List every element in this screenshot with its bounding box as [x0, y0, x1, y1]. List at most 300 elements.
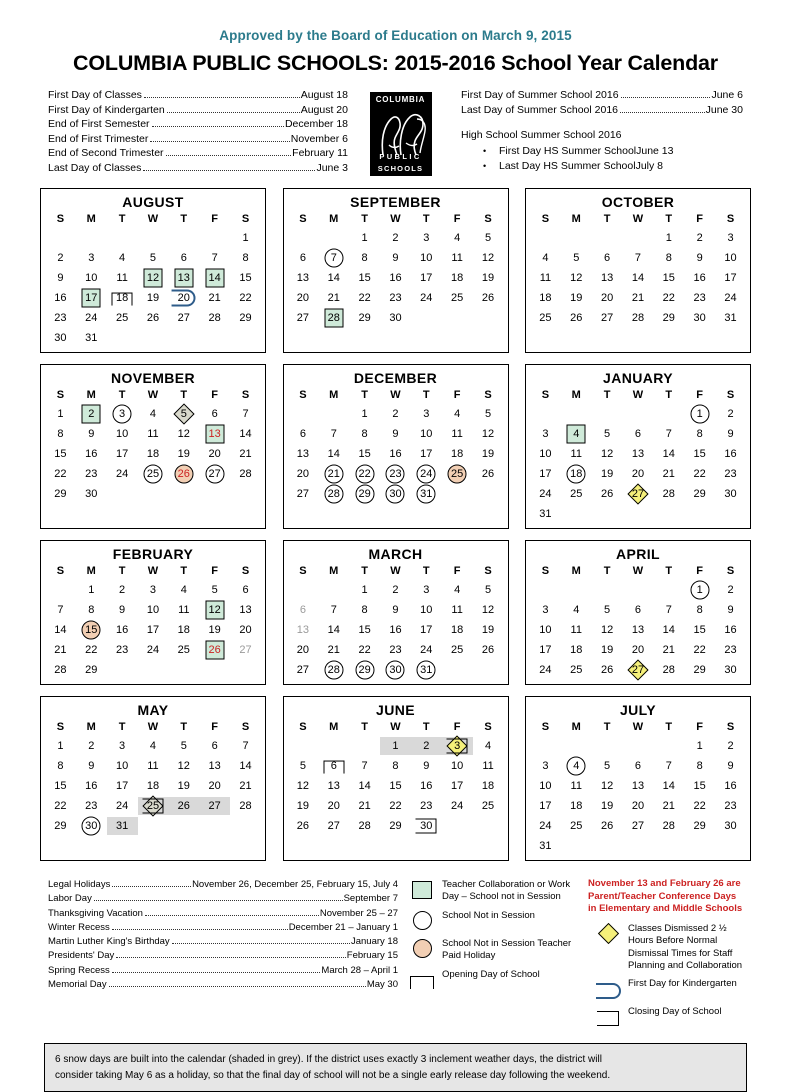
- day-cell-inner[interactable]: [380, 308, 411, 328]
- day-cell-inner[interactable]: [107, 248, 138, 268]
- day-cell-inner[interactable]: [684, 736, 715, 756]
- day-cell-inner[interactable]: [230, 248, 261, 268]
- day-cell-inner[interactable]: [442, 404, 473, 424]
- day-cell-inner[interactable]: [684, 288, 715, 308]
- day-cell-inner[interactable]: [107, 580, 138, 600]
- day-cell-inner[interactable]: [380, 620, 411, 640]
- day-cell-inner[interactable]: [76, 444, 107, 464]
- day-cell-inner[interactable]: [318, 484, 349, 504]
- day-cell-inner[interactable]: [530, 600, 561, 620]
- day-cell-inner[interactable]: [411, 248, 442, 268]
- day-cell-inner[interactable]: [76, 756, 107, 776]
- day-cell-inner[interactable]: [138, 444, 169, 464]
- day-cell-inner[interactable]: [561, 756, 592, 776]
- day-cell-inner[interactable]: [318, 248, 349, 268]
- day-cell-inner[interactable]: [684, 308, 715, 328]
- day-cell-inner[interactable]: [473, 580, 504, 600]
- day-cell-inner[interactable]: [530, 288, 561, 308]
- day-cell-inner[interactable]: [715, 404, 746, 424]
- day-cell-inner[interactable]: [349, 580, 380, 600]
- day-cell-inner[interactable]: [288, 248, 319, 268]
- day-cell-inner[interactable]: [684, 404, 715, 424]
- day-cell-inner[interactable]: [199, 796, 230, 816]
- day-cell-inner[interactable]: [45, 424, 76, 444]
- day-cell-inner[interactable]: [530, 444, 561, 464]
- day-cell-inner[interactable]: [45, 328, 76, 348]
- day-cell-inner[interactable]: [349, 756, 380, 776]
- day-cell-inner[interactable]: [473, 776, 504, 796]
- day-cell-inner[interactable]: [653, 776, 684, 796]
- day-cell-inner[interactable]: [168, 620, 199, 640]
- day-cell-inner[interactable]: [653, 248, 684, 268]
- day-cell-inner[interactable]: [230, 268, 261, 288]
- day-cell-inner[interactable]: [76, 796, 107, 816]
- day-cell-inner[interactable]: [76, 660, 107, 680]
- day-cell-inner[interactable]: [592, 796, 623, 816]
- day-cell-inner[interactable]: [349, 776, 380, 796]
- day-cell-inner[interactable]: [653, 620, 684, 640]
- day-cell-inner[interactable]: [168, 444, 199, 464]
- day-cell-inner[interactable]: [107, 464, 138, 484]
- day-cell-inner[interactable]: [623, 816, 654, 836]
- day-cell-inner[interactable]: [168, 308, 199, 328]
- day-cell-inner[interactable]: [530, 424, 561, 444]
- day-cell-inner[interactable]: [561, 308, 592, 328]
- day-cell-inner[interactable]: [684, 660, 715, 680]
- day-cell-inner[interactable]: [45, 796, 76, 816]
- day-cell-inner[interactable]: [318, 640, 349, 660]
- day-cell-inner[interactable]: [530, 660, 561, 680]
- day-cell-inner[interactable]: [138, 796, 169, 816]
- day-cell-inner[interactable]: [380, 816, 411, 836]
- day-cell-inner[interactable]: [411, 776, 442, 796]
- day-cell-inner[interactable]: [715, 268, 746, 288]
- day-cell-inner[interactable]: [530, 248, 561, 268]
- day-cell-inner[interactable]: [473, 444, 504, 464]
- day-cell-inner[interactable]: [561, 268, 592, 288]
- day-cell-inner[interactable]: [318, 600, 349, 620]
- day-cell-inner[interactable]: [168, 796, 199, 816]
- day-cell-inner[interactable]: [380, 444, 411, 464]
- day-cell-inner[interactable]: [76, 776, 107, 796]
- day-cell-inner[interactable]: [230, 736, 261, 756]
- day-cell-inner[interactable]: [76, 424, 107, 444]
- day-cell-inner[interactable]: [653, 756, 684, 776]
- day-cell-inner[interactable]: [380, 580, 411, 600]
- day-cell-inner[interactable]: [380, 776, 411, 796]
- day-cell-inner[interactable]: [623, 640, 654, 660]
- day-cell-inner[interactable]: [138, 308, 169, 328]
- day-cell-inner[interactable]: [684, 620, 715, 640]
- day-cell-inner[interactable]: [442, 424, 473, 444]
- day-cell-inner[interactable]: [107, 620, 138, 640]
- day-cell-inner[interactable]: [561, 444, 592, 464]
- day-cell-inner[interactable]: [138, 288, 169, 308]
- day-cell-inner[interactable]: [623, 464, 654, 484]
- day-cell-inner[interactable]: [623, 600, 654, 620]
- day-cell-inner[interactable]: [380, 288, 411, 308]
- day-cell-inner[interactable]: [45, 484, 76, 504]
- day-cell-inner[interactable]: [199, 404, 230, 424]
- day-cell-inner[interactable]: [199, 600, 230, 620]
- day-cell-inner[interactable]: [318, 796, 349, 816]
- day-cell-inner[interactable]: [349, 288, 380, 308]
- day-cell-inner[interactable]: [623, 796, 654, 816]
- day-cell-inner[interactable]: [411, 756, 442, 776]
- day-cell-inner[interactable]: [288, 268, 319, 288]
- day-cell-inner[interactable]: [138, 268, 169, 288]
- day-cell-inner[interactable]: [230, 308, 261, 328]
- day-cell-inner[interactable]: [561, 424, 592, 444]
- day-cell-inner[interactable]: [411, 288, 442, 308]
- day-cell-inner[interactable]: [45, 640, 76, 660]
- day-cell-inner[interactable]: [45, 444, 76, 464]
- day-cell-inner[interactable]: [380, 660, 411, 680]
- day-cell-inner[interactable]: [411, 796, 442, 816]
- day-cell-inner[interactable]: [561, 484, 592, 504]
- day-cell-inner[interactable]: [230, 640, 261, 660]
- day-cell-inner[interactable]: [230, 776, 261, 796]
- day-cell-inner[interactable]: [592, 424, 623, 444]
- day-cell-inner[interactable]: [288, 484, 319, 504]
- day-cell-inner[interactable]: [168, 268, 199, 288]
- day-cell-inner[interactable]: [592, 248, 623, 268]
- day-cell-inner[interactable]: [442, 228, 473, 248]
- day-cell-inner[interactable]: [288, 756, 319, 776]
- day-cell-inner[interactable]: [592, 640, 623, 660]
- day-cell-inner[interactable]: [76, 620, 107, 640]
- day-cell-inner[interactable]: [107, 756, 138, 776]
- day-cell-inner[interactable]: [715, 308, 746, 328]
- day-cell-inner[interactable]: [653, 640, 684, 660]
- day-cell-inner[interactable]: [318, 424, 349, 444]
- day-cell-inner[interactable]: [653, 228, 684, 248]
- day-cell-inner[interactable]: [168, 640, 199, 660]
- day-cell-inner[interactable]: [715, 776, 746, 796]
- day-cell-inner[interactable]: [530, 640, 561, 660]
- day-cell-inner[interactable]: [45, 756, 76, 776]
- day-cell-inner[interactable]: [653, 796, 684, 816]
- day-cell-inner[interactable]: [715, 484, 746, 504]
- day-cell-inner[interactable]: [318, 444, 349, 464]
- day-cell-inner[interactable]: [138, 580, 169, 600]
- day-cell-inner[interactable]: [349, 640, 380, 660]
- day-cell-inner[interactable]: [168, 424, 199, 444]
- day-cell-inner[interactable]: [380, 464, 411, 484]
- day-cell-inner[interactable]: [138, 756, 169, 776]
- day-cell-inner[interactable]: [684, 424, 715, 444]
- day-cell-inner[interactable]: [349, 308, 380, 328]
- day-cell-inner[interactable]: [349, 816, 380, 836]
- day-cell-inner[interactable]: [168, 756, 199, 776]
- day-cell-inner[interactable]: [199, 580, 230, 600]
- day-cell-inner[interactable]: [107, 600, 138, 620]
- day-cell-inner[interactable]: [442, 756, 473, 776]
- day-cell-inner[interactable]: [76, 484, 107, 504]
- day-cell-inner[interactable]: [442, 464, 473, 484]
- day-cell-inner[interactable]: [288, 424, 319, 444]
- day-cell-inner[interactable]: [411, 600, 442, 620]
- day-cell-inner[interactable]: [592, 444, 623, 464]
- day-cell-inner[interactable]: [530, 756, 561, 776]
- day-cell-inner[interactable]: [168, 404, 199, 424]
- day-cell-inner[interactable]: [288, 816, 319, 836]
- day-cell-inner[interactable]: [199, 776, 230, 796]
- day-cell-inner[interactable]: [715, 424, 746, 444]
- day-cell-inner[interactable]: [530, 464, 561, 484]
- day-cell-inner[interactable]: [411, 580, 442, 600]
- day-cell-inner[interactable]: [168, 248, 199, 268]
- day-cell-inner[interactable]: [107, 640, 138, 660]
- day-cell-inner[interactable]: [715, 600, 746, 620]
- day-cell-inner[interactable]: [592, 776, 623, 796]
- day-cell-inner[interactable]: [684, 816, 715, 836]
- day-cell-inner[interactable]: [380, 600, 411, 620]
- day-cell-inner[interactable]: [318, 816, 349, 836]
- day-cell-inner[interactable]: [45, 776, 76, 796]
- day-cell-inner[interactable]: [473, 796, 504, 816]
- day-cell-inner[interactable]: [380, 268, 411, 288]
- day-cell-inner[interactable]: [684, 600, 715, 620]
- day-cell-inner[interactable]: [349, 444, 380, 464]
- day-cell-inner[interactable]: [473, 736, 504, 756]
- day-cell-inner[interactable]: [653, 484, 684, 504]
- day-cell-inner[interactable]: [561, 600, 592, 620]
- day-cell-inner[interactable]: [715, 248, 746, 268]
- day-cell-inner[interactable]: [199, 308, 230, 328]
- day-cell-inner[interactable]: [380, 228, 411, 248]
- day-cell-inner[interactable]: [349, 248, 380, 268]
- day-cell-inner[interactable]: [318, 308, 349, 328]
- day-cell-inner[interactable]: [623, 776, 654, 796]
- day-cell-inner[interactable]: [380, 424, 411, 444]
- day-cell-inner[interactable]: [684, 268, 715, 288]
- day-cell-inner[interactable]: [76, 248, 107, 268]
- day-cell-inner[interactable]: [199, 620, 230, 640]
- day-cell-inner[interactable]: [380, 484, 411, 504]
- day-cell-inner[interactable]: [653, 268, 684, 288]
- day-cell-inner[interactable]: [138, 404, 169, 424]
- day-cell-inner[interactable]: [684, 464, 715, 484]
- day-cell-inner[interactable]: [561, 640, 592, 660]
- day-cell-inner[interactable]: [561, 816, 592, 836]
- day-cell-inner[interactable]: [288, 796, 319, 816]
- day-cell-inner[interactable]: [623, 248, 654, 268]
- day-cell-inner[interactable]: [230, 404, 261, 424]
- day-cell-inner[interactable]: [473, 620, 504, 640]
- day-cell-inner[interactable]: [473, 600, 504, 620]
- day-cell-inner[interactable]: [623, 308, 654, 328]
- day-cell-inner[interactable]: [561, 620, 592, 640]
- day-cell-inner[interactable]: [45, 404, 76, 424]
- day-cell-inner[interactable]: [473, 248, 504, 268]
- day-cell-inner[interactable]: [45, 464, 76, 484]
- day-cell-inner[interactable]: [349, 464, 380, 484]
- day-cell-inner[interactable]: [684, 228, 715, 248]
- day-cell-inner[interactable]: [76, 736, 107, 756]
- day-cell-inner[interactable]: [349, 796, 380, 816]
- day-cell-inner[interactable]: [653, 424, 684, 444]
- day-cell-inner[interactable]: [318, 620, 349, 640]
- day-cell-inner[interactable]: [380, 736, 411, 756]
- day-cell-inner[interactable]: [715, 228, 746, 248]
- day-cell-inner[interactable]: [45, 816, 76, 836]
- day-cell-inner[interactable]: [199, 424, 230, 444]
- day-cell-inner[interactable]: [107, 288, 138, 308]
- day-cell-inner[interactable]: [107, 736, 138, 756]
- day-cell-inner[interactable]: [230, 796, 261, 816]
- day-cell-inner[interactable]: [715, 620, 746, 640]
- day-cell-inner[interactable]: [623, 444, 654, 464]
- day-cell-inner[interactable]: [442, 288, 473, 308]
- day-cell-inner[interactable]: [76, 328, 107, 348]
- day-cell-inner[interactable]: [288, 776, 319, 796]
- day-cell-inner[interactable]: [107, 268, 138, 288]
- day-cell-inner[interactable]: [561, 288, 592, 308]
- day-cell-inner[interactable]: [45, 308, 76, 328]
- day-cell-inner[interactable]: [230, 288, 261, 308]
- day-cell-inner[interactable]: [561, 248, 592, 268]
- day-cell-inner[interactable]: [623, 484, 654, 504]
- day-cell-inner[interactable]: [473, 756, 504, 776]
- day-cell-inner[interactable]: [199, 756, 230, 776]
- day-cell-inner[interactable]: [684, 484, 715, 504]
- day-cell-inner[interactable]: [45, 268, 76, 288]
- day-cell-inner[interactable]: [318, 660, 349, 680]
- day-cell-inner[interactable]: [45, 736, 76, 756]
- day-cell-inner[interactable]: [349, 424, 380, 444]
- day-cell-inner[interactable]: [623, 756, 654, 776]
- day-cell-inner[interactable]: [45, 600, 76, 620]
- day-cell-inner[interactable]: [45, 248, 76, 268]
- day-cell-inner[interactable]: [138, 620, 169, 640]
- day-cell-inner[interactable]: [349, 228, 380, 248]
- day-cell-inner[interactable]: [715, 640, 746, 660]
- day-cell-inner[interactable]: [380, 248, 411, 268]
- day-cell-inner[interactable]: [107, 796, 138, 816]
- day-cell-inner[interactable]: [168, 736, 199, 756]
- day-cell-inner[interactable]: [715, 288, 746, 308]
- day-cell-inner[interactable]: [168, 776, 199, 796]
- day-cell-inner[interactable]: [318, 464, 349, 484]
- day-cell-inner[interactable]: [138, 640, 169, 660]
- day-cell-inner[interactable]: [199, 640, 230, 660]
- day-cell-inner[interactable]: [442, 580, 473, 600]
- day-cell-inner[interactable]: [442, 776, 473, 796]
- day-cell-inner[interactable]: [561, 464, 592, 484]
- day-cell-inner[interactable]: [288, 640, 319, 660]
- day-cell-inner[interactable]: [530, 836, 561, 856]
- day-cell-inner[interactable]: [288, 288, 319, 308]
- day-cell-inner[interactable]: [230, 580, 261, 600]
- day-cell-inner[interactable]: [653, 816, 684, 836]
- day-cell-inner[interactable]: [76, 464, 107, 484]
- day-cell-inner[interactable]: [442, 600, 473, 620]
- day-cell-inner[interactable]: [349, 268, 380, 288]
- day-cell-inner[interactable]: [473, 404, 504, 424]
- day-cell-inner[interactable]: [561, 796, 592, 816]
- day-cell-inner[interactable]: [138, 736, 169, 756]
- day-cell-inner[interactable]: [76, 580, 107, 600]
- day-cell-inner[interactable]: [76, 404, 107, 424]
- day-cell-inner[interactable]: [230, 444, 261, 464]
- day-cell-inner[interactable]: [473, 268, 504, 288]
- day-cell-inner[interactable]: [473, 288, 504, 308]
- day-cell-inner[interactable]: [107, 444, 138, 464]
- day-cell-inner[interactable]: [653, 288, 684, 308]
- day-cell-inner[interactable]: [530, 796, 561, 816]
- day-cell-inner[interactable]: [349, 600, 380, 620]
- day-cell-inner[interactable]: [76, 600, 107, 620]
- day-cell-inner[interactable]: [623, 288, 654, 308]
- day-cell-inner[interactable]: [380, 796, 411, 816]
- day-cell-inner[interactable]: [592, 816, 623, 836]
- day-cell-inner[interactable]: [288, 444, 319, 464]
- day-cell-inner[interactable]: [530, 484, 561, 504]
- day-cell-inner[interactable]: [411, 660, 442, 680]
- day-cell-inner[interactable]: [45, 660, 76, 680]
- day-cell-inner[interactable]: [76, 288, 107, 308]
- day-cell-inner[interactable]: [411, 736, 442, 756]
- day-cell-inner[interactable]: [592, 756, 623, 776]
- day-cell-inner[interactable]: [684, 776, 715, 796]
- day-cell-inner[interactable]: [411, 464, 442, 484]
- day-cell-inner[interactable]: [76, 268, 107, 288]
- day-cell-inner[interactable]: [442, 444, 473, 464]
- day-cell-inner[interactable]: [199, 736, 230, 756]
- day-cell-inner[interactable]: [684, 580, 715, 600]
- day-cell-inner[interactable]: [318, 268, 349, 288]
- day-cell-inner[interactable]: [715, 580, 746, 600]
- day-cell-inner[interactable]: [411, 404, 442, 424]
- day-cell-inner[interactable]: [199, 444, 230, 464]
- day-cell-inner[interactable]: [442, 640, 473, 660]
- day-cell-inner[interactable]: [318, 288, 349, 308]
- day-cell-inner[interactable]: [442, 796, 473, 816]
- day-cell-inner[interactable]: [623, 268, 654, 288]
- day-cell-inner[interactable]: [168, 600, 199, 620]
- day-cell-inner[interactable]: [653, 660, 684, 680]
- day-cell-inner[interactable]: [530, 776, 561, 796]
- day-cell-inner[interactable]: [623, 620, 654, 640]
- day-cell-inner[interactable]: [530, 504, 561, 524]
- day-cell-inner[interactable]: [561, 660, 592, 680]
- day-cell-inner[interactable]: [76, 308, 107, 328]
- day-cell-inner[interactable]: [230, 228, 261, 248]
- day-cell-inner[interactable]: [592, 268, 623, 288]
- day-cell-inner[interactable]: [349, 660, 380, 680]
- day-cell-inner[interactable]: [653, 444, 684, 464]
- day-cell-inner[interactable]: [473, 640, 504, 660]
- day-cell-inner[interactable]: [530, 620, 561, 640]
- day-cell-inner[interactable]: [168, 580, 199, 600]
- day-cell-inner[interactable]: [168, 288, 199, 308]
- day-cell-inner[interactable]: [473, 424, 504, 444]
- day-cell-inner[interactable]: [684, 640, 715, 660]
- day-cell-inner[interactable]: [380, 640, 411, 660]
- day-cell-inner[interactable]: [199, 464, 230, 484]
- day-cell-inner[interactable]: [653, 600, 684, 620]
- day-cell-inner[interactable]: [138, 600, 169, 620]
- day-cell-inner[interactable]: [592, 660, 623, 680]
- day-cell-inner[interactable]: [318, 776, 349, 796]
- day-cell-inner[interactable]: [199, 268, 230, 288]
- day-cell-inner[interactable]: [318, 756, 349, 776]
- day-cell-inner[interactable]: [473, 464, 504, 484]
- day-cell-inner[interactable]: [230, 424, 261, 444]
- day-cell-inner[interactable]: [380, 404, 411, 424]
- day-cell-inner[interactable]: [684, 796, 715, 816]
